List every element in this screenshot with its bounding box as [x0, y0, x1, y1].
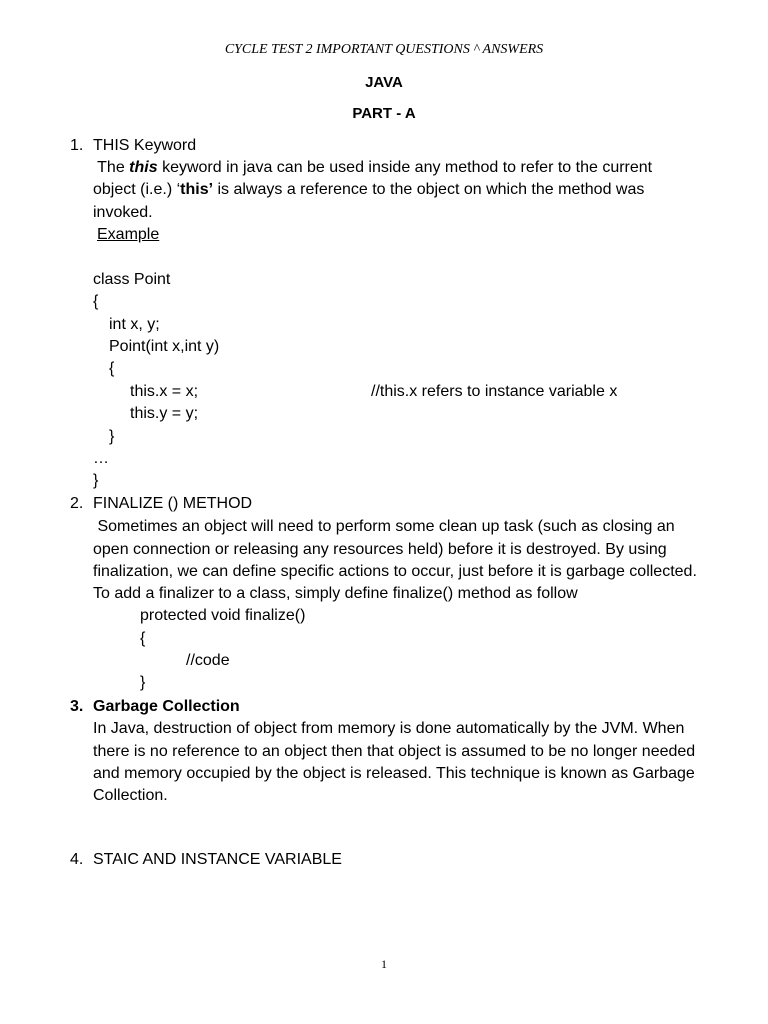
q1-code-line: }: [109, 428, 115, 445]
q2-code-line: //code: [186, 652, 230, 669]
q1-code-line: {: [109, 360, 115, 377]
q1-code-line: int x, y;: [109, 316, 160, 333]
q1-title: THIS Keyword: [93, 137, 197, 154]
q2-paragraph-line: Sometimes an object will need to perform some clean up task (such as closing an: [93, 518, 675, 535]
q1-code-line: }: [93, 472, 99, 489]
q1-code-line: {: [93, 293, 99, 310]
q1-code-line: Point(int x,int y): [109, 338, 220, 355]
q3-number: 3.: [70, 698, 84, 715]
q2-paragraph-line: open connection or releasing any resources held) before it is destroyed. By using: [93, 541, 667, 558]
q1-number: 1.: [70, 137, 84, 154]
q2-title: FINALIZE () METHOD: [93, 495, 253, 512]
page-number: 1: [381, 957, 387, 971]
q1-text: The: [93, 159, 130, 176]
document-header: CYCLE TEST 2 IMPORTANT QUESTIONS ^ ANSWERS: [224, 42, 544, 57]
q3-paragraph-line: In Java, destruction of object from memory is done automatically by the JVM. When: [93, 720, 685, 737]
q1-code-line: …: [93, 450, 109, 467]
q1-keyword-this: this: [129, 159, 158, 176]
q1-text: keyword in java can be used inside any method to refer to the current: [157, 159, 653, 176]
q2-number: 2.: [70, 495, 84, 512]
q1-code-line: this.y = y;: [130, 405, 199, 422]
q1-example-label: Example: [97, 226, 160, 243]
q1-paragraph-line-3: invoked.: [93, 204, 153, 221]
q3-paragraph-line: there is no reference to an object then that object is assumed to be no longer needed: [93, 743, 696, 760]
q1-keyword-this-quoted: this’: [180, 181, 214, 198]
q2-paragraph-line: To add a finalizer to a class, simply define finalize() method as follow: [93, 585, 578, 602]
q1-paragraph-line-2: [93, 179, 644, 201]
q2-code-line: }: [140, 674, 146, 691]
q3-paragraph-line: and memory occupied by the object is released. This technique is known as Garbage: [93, 765, 695, 782]
q1-code-comment: //this.x refers to instance variable x: [371, 383, 618, 400]
q4-number: 4.: [70, 851, 84, 868]
q2-paragraph-line: finalization, we can define specific actions to occur, just before it is garbage collected.: [93, 563, 697, 580]
q1-paragraph-line-1: [93, 157, 652, 179]
subject-title: JAVA: [365, 74, 403, 91]
part-title: PART - A: [352, 105, 416, 122]
q3-title: Garbage Collection: [93, 698, 240, 715]
q2-code-line: {: [140, 630, 146, 647]
q1-code-line: class Point: [93, 271, 171, 288]
q1-text: object (i.e.) ‘: [93, 181, 181, 198]
q3-paragraph-line: Collection.: [93, 787, 168, 804]
q1-code-line: this.x = x;: [130, 383, 199, 400]
q4-title: STAIC AND INSTANCE VARIABLE: [93, 851, 342, 868]
q1-text: is always a reference to the object on which the method was: [213, 181, 645, 198]
q2-code-line: protected void finalize(): [140, 607, 306, 624]
